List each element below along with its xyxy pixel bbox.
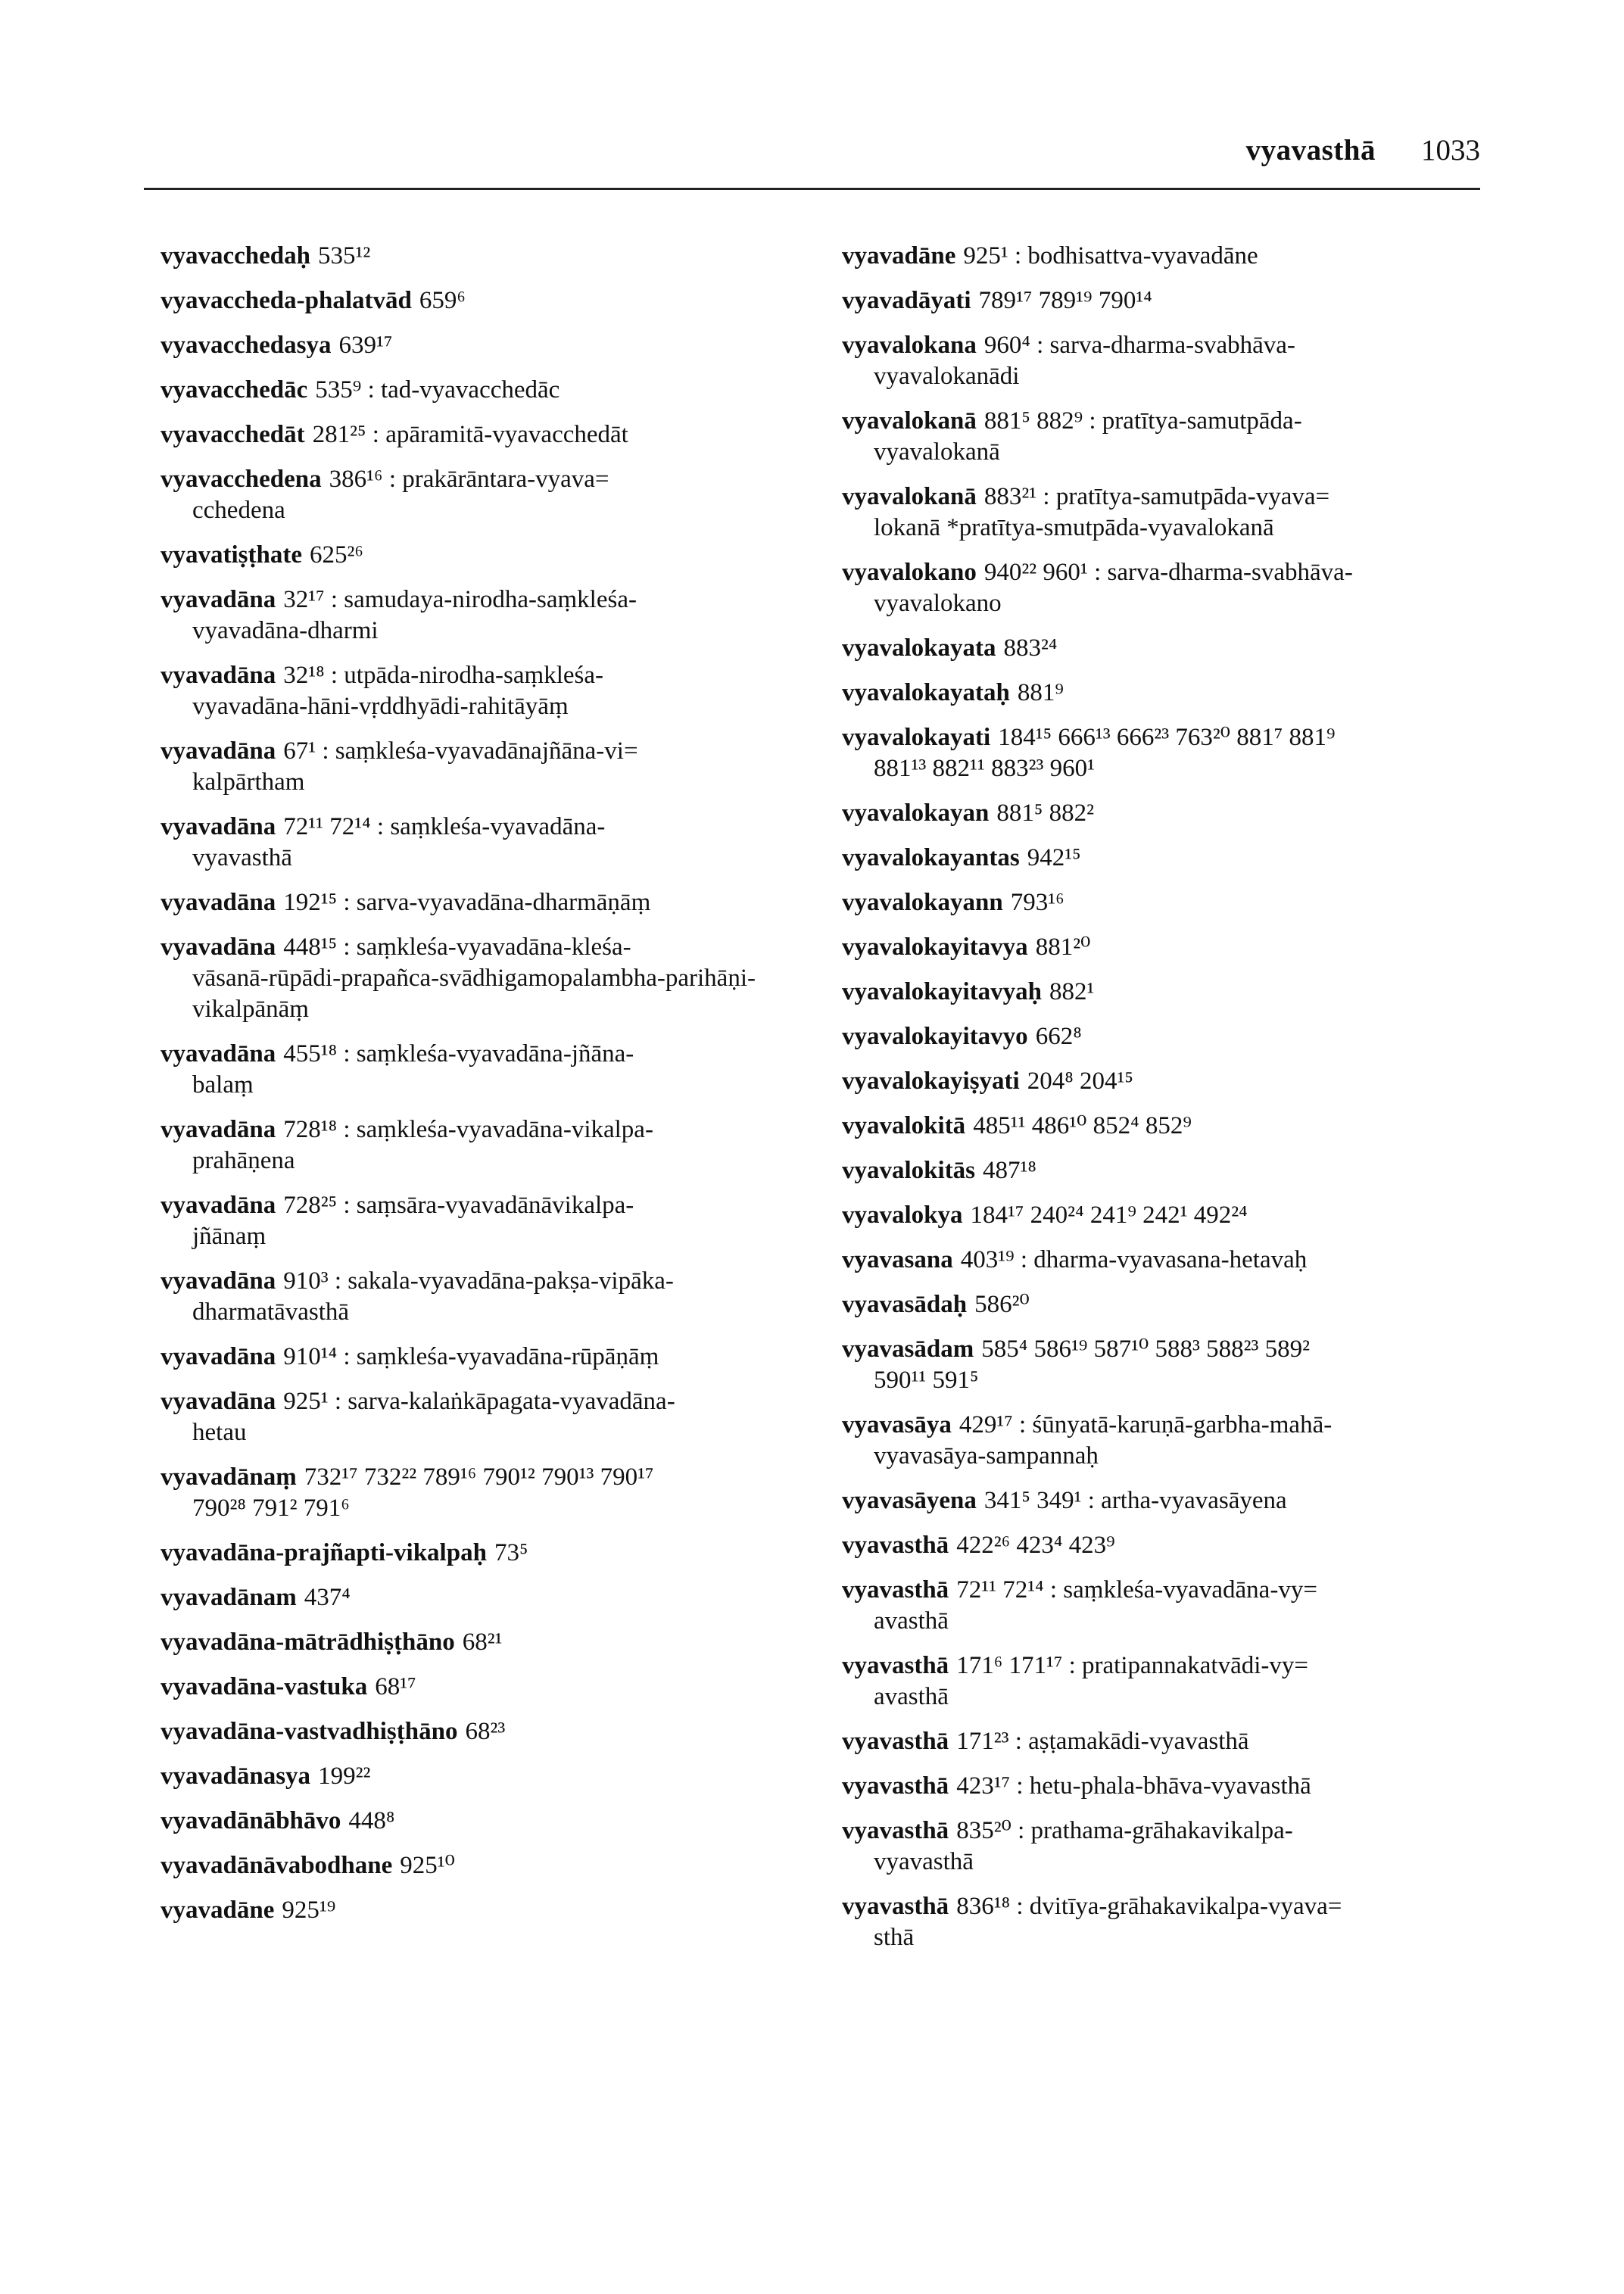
entry-references: 925¹ xyxy=(963,242,1008,270)
dictionary-entry xyxy=(161,330,842,361)
entry-references: 68¹⁷ xyxy=(375,1673,416,1700)
dictionary-entry xyxy=(161,241,842,272)
entry-line xyxy=(161,330,842,361)
entry-references: 940²² 960¹ xyxy=(983,559,1088,586)
entry-line xyxy=(842,1530,1508,1561)
entry-headword: vyavasana xyxy=(842,1246,953,1273)
entry-gloss: : samudaya-nirodha-saṃkleśa- xyxy=(330,586,637,613)
dictionary-entry xyxy=(161,1190,842,1252)
entry-gloss: : saṃkleśa-vyavadāna-kleśa- xyxy=(343,933,631,961)
entry-line xyxy=(161,1761,842,1792)
entry-line xyxy=(842,285,1508,316)
entry-line xyxy=(842,1485,1508,1516)
entry-references: 199²² xyxy=(318,1763,371,1790)
dictionary-entry xyxy=(842,798,1508,829)
entry-references: 960⁴ xyxy=(983,332,1030,359)
entry-line xyxy=(161,812,842,843)
entry-references: 728²⁵ xyxy=(283,1192,338,1219)
dictionary-entry xyxy=(161,736,842,798)
dictionary-entry xyxy=(161,1462,842,1524)
entry-headword: vyavalokayantas xyxy=(842,844,1020,871)
entry-headword: vyavadānam xyxy=(161,1584,297,1611)
entry-line xyxy=(842,1575,1508,1606)
entry-headword: vyavasthā xyxy=(842,1532,949,1559)
entry-headword: vyavasthā xyxy=(842,1893,949,1920)
entry-line xyxy=(842,798,1508,829)
dictionary-entry xyxy=(161,464,842,526)
entry-references: 910¹⁴ xyxy=(283,1343,338,1370)
entry-headword: vyavadāna xyxy=(161,889,276,916)
dictionary-entry xyxy=(842,1245,1508,1276)
entry-line xyxy=(161,660,842,691)
entry-headword: vyavalokayati xyxy=(842,724,991,751)
entry-headword: vyavatiṣṭhate xyxy=(161,541,302,569)
entry-headword: vyavalokitās xyxy=(842,1157,976,1184)
entry-line xyxy=(842,722,1508,753)
entry-gloss: : pratītya-samutpāda-vyava= xyxy=(1043,483,1330,510)
entry-references: 625²⁶ xyxy=(309,541,363,569)
dictionary-entry xyxy=(842,1021,1508,1052)
entry-headword: vyavadāna xyxy=(161,933,276,961)
entry-headword: vyavasthā xyxy=(842,1817,949,1844)
entry-headword: vyavadāna-vastuka xyxy=(161,1673,368,1700)
entry-references: 732¹⁷ 732²² 789¹⁶ 790¹² 790¹³ 790¹⁷ xyxy=(304,1463,654,1491)
dictionary-entry xyxy=(842,1155,1508,1186)
entry-references: 925¹ xyxy=(283,1388,329,1415)
entry-gloss: : pratītya-samutpāda- xyxy=(1089,407,1302,435)
entry-line xyxy=(161,285,842,316)
entry-headword: vyavasthā xyxy=(842,1652,949,1679)
entry-line xyxy=(161,1266,842,1297)
entry-headword: vyavalokanā xyxy=(842,407,977,435)
dictionary-entry xyxy=(842,722,1508,784)
entry-gloss: : saṃkleśa-vyavadāna-vikalpa- xyxy=(343,1116,653,1143)
entry-line xyxy=(842,633,1508,664)
entry-references: 910³ xyxy=(283,1267,329,1295)
entry-line xyxy=(161,1342,842,1373)
entry-headword: vyavadānaṃ xyxy=(161,1463,297,1491)
dictionary-entry xyxy=(842,1111,1508,1142)
dictionary-entry xyxy=(161,1806,842,1837)
dictionary-entry xyxy=(161,1582,842,1613)
entry-gloss: : saṃkleśa-vyavadāna- xyxy=(376,813,606,840)
dictionary-entry xyxy=(842,1650,1508,1713)
entry-line xyxy=(842,1650,1508,1682)
entry-continuation: prahāṇena xyxy=(192,1147,295,1174)
entry-references: 72¹¹ 72¹⁴ xyxy=(956,1576,1044,1604)
dictionary-entry xyxy=(842,1485,1508,1516)
entry-line xyxy=(842,932,1508,963)
entry-continuation: balaṃ xyxy=(192,1071,254,1099)
dictionary-entry xyxy=(842,1816,1508,1878)
entry-line xyxy=(161,1672,842,1703)
entry-references: 881²⁰ xyxy=(1035,933,1091,961)
entry-gloss: : dvitīya-grāhakavikalpa-vyava= xyxy=(1016,1893,1342,1920)
entry-line xyxy=(842,1245,1508,1276)
entry-references: 422²⁶ 423⁴ 423⁹ xyxy=(956,1532,1115,1559)
entry-headword: vyavasāya xyxy=(842,1411,952,1438)
entry-line xyxy=(842,1334,1508,1365)
entry-headword: vyavalokana xyxy=(842,332,977,359)
running-header xyxy=(144,112,1480,190)
entry-gloss: : apāramitā-vyavacchedāt xyxy=(372,421,628,448)
entry-headword: vyavalokayataḥ xyxy=(842,679,1010,706)
entry-references: 925¹⁰ xyxy=(400,1852,455,1879)
dictionary-entry xyxy=(842,633,1508,664)
entry-headword: vyavadānāvabodhane xyxy=(161,1852,393,1879)
entry-references: 68²³ xyxy=(465,1718,506,1745)
entry-gloss: : saṃsāra-vyavadānāvikalpa- xyxy=(343,1192,634,1219)
entry-line xyxy=(842,678,1508,709)
entry-line xyxy=(842,482,1508,513)
entry-references: 728¹⁸ xyxy=(283,1116,338,1143)
entry-line xyxy=(842,557,1508,588)
dictionary-entry xyxy=(161,1895,842,1926)
entry-headword: vyavaccheda-phalatvād xyxy=(161,287,412,314)
entry-headword: vyavadānasya xyxy=(161,1763,311,1790)
entry-line xyxy=(842,241,1508,272)
entry-references: 535¹² xyxy=(318,242,371,270)
entry-gloss: : saṃkleśa-vyavadānajñāna-vi= xyxy=(322,737,638,765)
entry-continuation: vyavasāya-sampannaḥ xyxy=(874,1442,1099,1470)
dictionary-entry xyxy=(161,1627,842,1658)
entry-gloss: : aṣṭamakādi-vyavasthā xyxy=(1015,1728,1249,1755)
entry-line xyxy=(842,1289,1508,1320)
entry-headword: vyavadāna xyxy=(161,813,276,840)
entry-continuation: dharmatāvasthā xyxy=(192,1298,350,1326)
entry-line xyxy=(161,464,842,495)
entry-headword: vyavadāne xyxy=(842,242,956,270)
dictionary-entry xyxy=(161,1716,842,1747)
entry-gloss: : sakala-vyavadāna-pakṣa-vipāka- xyxy=(334,1267,674,1295)
dictionary-entry xyxy=(842,285,1508,316)
entry-headword: vyavacchedāt xyxy=(161,421,305,448)
entry-line xyxy=(842,1891,1508,1922)
dictionary-entry xyxy=(842,1066,1508,1097)
entry-line xyxy=(842,977,1508,1008)
entry-references: 535⁹ xyxy=(315,376,362,404)
dictionary-entry xyxy=(161,1039,842,1101)
entry-references: 171²³ xyxy=(956,1728,1009,1755)
entry-references: 32¹⁷ xyxy=(283,586,325,613)
entry-line xyxy=(161,932,842,963)
entry-line xyxy=(161,1386,842,1417)
entry-references: 32¹⁸ xyxy=(283,662,325,689)
entry-headword: vyavalokayan xyxy=(842,799,990,827)
entry-headword: vyavadāna xyxy=(161,586,276,613)
entry-continuation: jñānaṃ xyxy=(192,1223,267,1250)
entry-references: 639¹⁷ xyxy=(338,332,393,359)
entry-references: 659⁶ xyxy=(419,287,466,314)
entry-gloss: : sarva-dharma-svabhāva- xyxy=(1036,332,1295,359)
entry-headword: vyavadāna xyxy=(161,1267,276,1295)
entry-continuation: vāsanā-rūpādi-prapañca-svādhigamopalambha-parihāṇi-vikalpānāṃ xyxy=(192,965,756,1023)
entry-headword: vyavalokayiṣyati xyxy=(842,1068,1020,1095)
dictionary-entry xyxy=(161,584,842,647)
entry-line xyxy=(842,1066,1508,1097)
entry-headword: vyavalokitā xyxy=(842,1112,966,1139)
entry-headword: vyavadāna xyxy=(161,1192,276,1219)
entry-references: 586²⁰ xyxy=(974,1291,1030,1318)
entry-references: 403¹⁹ xyxy=(960,1246,1015,1273)
entry-headword: vyavacchedasya xyxy=(161,332,332,359)
entry-gloss: : prathama-grāhakavikalpa- xyxy=(1018,1817,1293,1844)
dictionary-entry xyxy=(842,557,1508,619)
entry-continuation: avasthā xyxy=(874,1607,949,1635)
entry-gloss: : dharma-vyavasana-hetavaḥ xyxy=(1020,1246,1308,1273)
entry-references: 423¹⁷ xyxy=(956,1772,1011,1800)
entry-references: 881⁹ xyxy=(1017,679,1064,706)
entry-references: 67¹ xyxy=(283,737,316,765)
entry-headword: vyavacchedāc xyxy=(161,376,308,404)
entry-headword: vyavadāna xyxy=(161,1116,276,1143)
entry-line xyxy=(161,1114,842,1145)
entry-line xyxy=(161,1850,842,1881)
dictionary-entry xyxy=(842,887,1508,918)
dictionary-entry xyxy=(842,1289,1508,1320)
entry-references: 448⁸ xyxy=(348,1807,395,1834)
entry-references: 881⁵ 882² xyxy=(996,799,1095,827)
entry-gloss: : utpāda-nirodha-saṃkleśa- xyxy=(330,662,603,689)
entry-gloss: : sarva-kalaṅkāpagata-vyavadāna- xyxy=(334,1388,675,1415)
entry-headword: vyavadāna xyxy=(161,1388,276,1415)
entry-references: 437⁴ xyxy=(304,1584,351,1611)
entry-references: 429¹⁷ xyxy=(959,1411,1013,1438)
entry-line xyxy=(842,1200,1508,1231)
entry-gloss: : artha-vyavasāyena xyxy=(1087,1487,1287,1514)
entry-references: 171⁶ 171¹⁷ xyxy=(956,1652,1063,1679)
entry-headword: vyavasādam xyxy=(842,1336,974,1363)
entry-line xyxy=(842,330,1508,361)
entry-references: 448¹⁵ xyxy=(283,933,338,961)
dictionary-entry xyxy=(842,1200,1508,1231)
entry-line xyxy=(161,1190,842,1221)
entry-references: 184¹⁵ 666¹³ 666²³ 763²⁰ 881⁷ 881⁹ xyxy=(998,724,1336,751)
entry-references: 942¹⁵ xyxy=(1027,844,1081,871)
dictionary-entry xyxy=(161,1342,842,1373)
dictionary-entry xyxy=(161,1761,842,1792)
dictionary-entry xyxy=(842,406,1508,468)
dictionary-entry xyxy=(161,285,842,316)
entry-references: 662⁸ xyxy=(1035,1023,1082,1050)
entry-references: 455¹⁸ xyxy=(283,1040,338,1068)
entry-headword: vyavadāna xyxy=(161,1040,276,1068)
entry-headword: vyavadānābhāvo xyxy=(161,1807,341,1834)
entry-continuation: vyavadāna-hāni-vṛddhyādi-rahitāyāṃ xyxy=(192,693,569,720)
entry-line xyxy=(161,375,842,406)
dictionary-entry xyxy=(842,932,1508,963)
entry-continuation: cchedena xyxy=(192,497,285,524)
entry-gloss: : tad-vyavacchedāc xyxy=(367,376,560,404)
entry-references: 73⁵ xyxy=(494,1539,528,1566)
entry-continuation: avasthā xyxy=(874,1683,949,1710)
entry-line xyxy=(842,1410,1508,1441)
entry-headword: vyavasthā xyxy=(842,1576,949,1604)
entry-headword: vyavasthā xyxy=(842,1728,949,1755)
entry-headword: vyavalokanā xyxy=(842,483,977,510)
entry-references: 883²⁴ xyxy=(1003,634,1058,662)
entry-line xyxy=(842,1816,1508,1847)
page-number: 1033 xyxy=(1421,133,1480,167)
entry-gloss: : hetu-phala-bhāva-vyavasthā xyxy=(1016,1772,1311,1800)
entry-headword: vyavadāna xyxy=(161,737,276,765)
entry-headword: vyavalokayitavyaḥ xyxy=(842,978,1043,1005)
left-column xyxy=(161,241,842,1940)
entry-line xyxy=(161,1895,842,1926)
entry-references: 72¹¹ 72¹⁴ xyxy=(283,813,371,840)
entry-line xyxy=(161,736,842,767)
entry-headword: vyavalokayann xyxy=(842,889,1003,916)
entry-line xyxy=(842,1726,1508,1757)
entry-continuation: lokanā *pratītya-smutpāda-vyavalokanā xyxy=(874,514,1274,541)
entry-headword: vyavadāna-vastvadhiṣṭhāno xyxy=(161,1718,458,1745)
entry-gloss: : prakārāntara-vyava= xyxy=(388,466,609,493)
dictionary-entry xyxy=(842,241,1508,272)
right-column xyxy=(842,241,1508,1967)
entry-line xyxy=(161,1627,842,1658)
entry-continuation: hetau xyxy=(192,1419,247,1446)
entry-line xyxy=(161,1538,842,1569)
entry-line xyxy=(161,419,842,450)
entry-headword: vyavadāna xyxy=(161,662,276,689)
dictionary-entry xyxy=(842,843,1508,874)
entry-references: 485¹¹ 486¹⁰ 852⁴ 852⁹ xyxy=(973,1112,1192,1139)
entry-continuation: vyavalokano xyxy=(874,590,1002,617)
entry-headword: vyavadāyati xyxy=(842,287,971,314)
entry-gloss: : bodhisattva-vyavadāne xyxy=(1015,242,1258,270)
dictionary-entry xyxy=(842,977,1508,1008)
entry-gloss: : sarva-vyavadāna-dharmāṇāṃ xyxy=(343,889,651,916)
dictionary-entry xyxy=(842,1726,1508,1757)
header-headword: vyavasthā xyxy=(1245,133,1376,167)
entry-continuation: vyavasthā xyxy=(874,1848,974,1875)
entry-headword: vyavalokayata xyxy=(842,634,996,662)
entry-line xyxy=(161,241,842,272)
entry-headword: vyavadāna-mātrādhiṣṭhāno xyxy=(161,1629,455,1656)
entry-line xyxy=(161,584,842,616)
entry-continuation: vyavadāna-dharmi xyxy=(192,617,379,644)
entry-gloss: : saṃkleśa-vyavadāna-vy= xyxy=(1049,1576,1317,1604)
entry-gloss: : sarva-dharma-svabhāva- xyxy=(1094,559,1353,586)
entry-gloss: : saṃkleśa-vyavadāna-rūpāṇāṃ xyxy=(343,1343,659,1370)
dictionary-entry xyxy=(842,1891,1508,1953)
entry-references: 882¹ xyxy=(1049,978,1095,1005)
entry-headword: vyavasthā xyxy=(842,1772,949,1800)
entry-references: 883²¹ xyxy=(983,483,1037,510)
entry-line xyxy=(842,1111,1508,1142)
entry-headword: vyavadāna xyxy=(161,1343,276,1370)
dictionary-entry xyxy=(842,482,1508,544)
entry-references: 789¹⁷ 789¹⁹ 790¹⁴ xyxy=(978,287,1152,314)
entry-headword: vyavacchedena xyxy=(161,466,322,493)
dictionary-entry xyxy=(842,1334,1508,1396)
entry-line xyxy=(842,1021,1508,1052)
entry-references: 184¹⁷ 240²⁴ 241⁹ 242¹ 492²⁴ xyxy=(970,1202,1248,1229)
entry-headword: vyavadāna-prajñapti-vikalpaḥ xyxy=(161,1539,487,1566)
entry-line xyxy=(161,1462,842,1493)
dictionary-entry xyxy=(161,1386,842,1448)
entry-line xyxy=(161,1806,842,1837)
entry-gloss: : pratipannakatvādi-vy= xyxy=(1068,1652,1309,1679)
dictionary-entry xyxy=(161,540,842,571)
entry-references: 192¹⁵ xyxy=(283,889,338,916)
entry-headword: vyavacchedaḥ xyxy=(161,242,310,270)
entry-continuation: 590¹¹ 591⁵ xyxy=(874,1367,979,1394)
entry-references: 925¹⁹ xyxy=(282,1897,336,1924)
dictionary-entry xyxy=(842,1410,1508,1472)
entry-references: 881⁵ 882⁹ xyxy=(983,407,1083,435)
entry-references: 386¹⁶ xyxy=(329,466,383,493)
entry-continuation: vyavalokanā xyxy=(874,438,1000,466)
entry-references: 341⁵ 349¹ xyxy=(983,1487,1082,1514)
entry-line xyxy=(842,406,1508,437)
entry-line xyxy=(842,887,1508,918)
entry-line xyxy=(842,843,1508,874)
dictionary-entry xyxy=(842,1771,1508,1802)
entry-references: 836¹⁸ xyxy=(956,1893,1011,1920)
dictionary-entry xyxy=(161,887,842,918)
entry-headword: vyavalokayitavya xyxy=(842,933,1028,961)
entry-references: 793¹⁶ xyxy=(1010,889,1064,916)
dictionary-entry xyxy=(842,678,1508,709)
entry-continuation: vyavasthā xyxy=(192,844,292,871)
entry-headword: vyavalokya xyxy=(842,1202,963,1229)
entry-line xyxy=(842,1155,1508,1186)
entry-line xyxy=(161,1582,842,1613)
entry-references: 204⁸ 204¹⁵ xyxy=(1027,1068,1133,1095)
entry-line xyxy=(161,540,842,571)
entry-gloss: : saṃkleśa-vyavadāna-jñāna- xyxy=(343,1040,634,1068)
entry-continuation: 881¹³ 882¹¹ 883²³ 960¹ xyxy=(874,755,1096,782)
dictionary-entry xyxy=(161,1266,842,1328)
entry-continuation: 790²⁸ 791² 791⁶ xyxy=(192,1495,350,1522)
entry-headword: vyavadāne xyxy=(161,1897,275,1924)
entry-references: 835²⁰ xyxy=(956,1817,1011,1844)
entry-headword: vyavasādaḥ xyxy=(842,1291,968,1318)
entry-line xyxy=(161,1039,842,1070)
dictionary-entry xyxy=(161,1850,842,1881)
entry-references: 585⁴ 586¹⁹ 587¹⁰ 588³ 588²³ 589² xyxy=(981,1336,1311,1363)
entry-references: 281²⁵ xyxy=(312,421,366,448)
entry-headword: vyavalokayitavyo xyxy=(842,1023,1028,1050)
entry-gloss: : śūnyatā-karuṇā-garbha-mahā- xyxy=(1019,1411,1333,1438)
entry-line xyxy=(161,887,842,918)
entry-references: 487¹⁸ xyxy=(983,1157,1036,1184)
dictionary-entry xyxy=(161,375,842,406)
entry-continuation: sthā xyxy=(874,1924,915,1951)
entry-continuation: vyavalokanādi xyxy=(874,363,1020,390)
dictionary-entry xyxy=(161,1672,842,1703)
entry-continuation: kalpārtham xyxy=(192,768,305,796)
dictionary-entry xyxy=(842,330,1508,392)
entry-headword: vyavalokano xyxy=(842,559,977,586)
dictionary-entry xyxy=(161,932,842,1025)
dictionary-entry xyxy=(161,1538,842,1569)
dictionary-entry xyxy=(161,1114,842,1177)
entry-headword: vyavasāyena xyxy=(842,1487,977,1514)
entry-line xyxy=(842,1771,1508,1802)
dictionary-entry xyxy=(842,1575,1508,1637)
dictionary-entry xyxy=(161,419,842,450)
entry-references: 68²¹ xyxy=(462,1629,503,1656)
entry-line xyxy=(161,1716,842,1747)
dictionary-entry xyxy=(161,812,842,874)
dictionary-entry xyxy=(842,1530,1508,1561)
dictionary-entry xyxy=(161,660,842,722)
